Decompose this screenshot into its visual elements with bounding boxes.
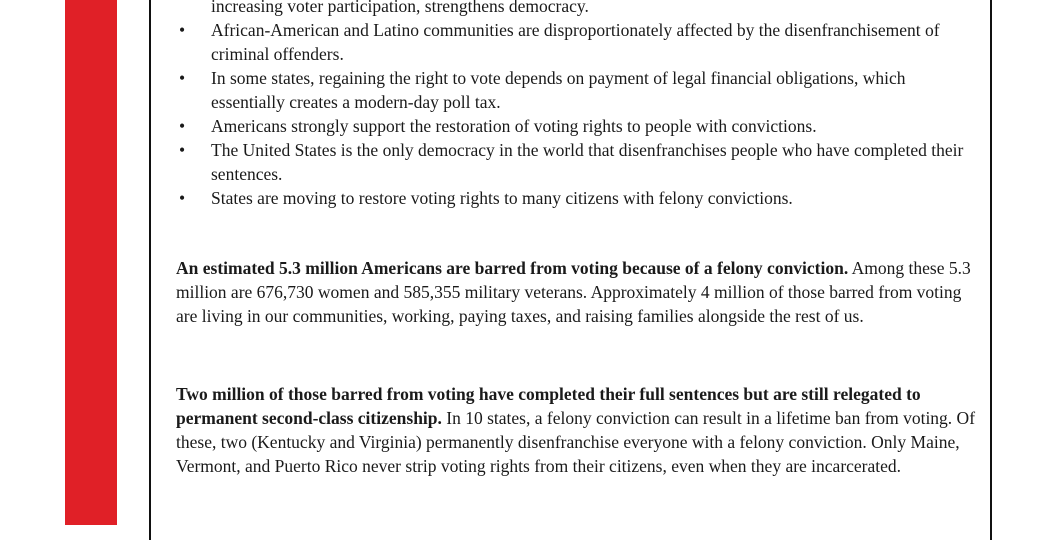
- list-item: • Americans strongly support the restoration of voting rights to people with convictions.: [176, 114, 976, 138]
- paragraph-body: Among these 5.3 million are 676,730 women and 585,355 military veterans. Approximately 4 million of those barred from voting are living in our communities, working, paying taxes, and raising families alongside the rest of us.: [176, 258, 971, 326]
- list-item: • African-American and Latino communities are disproportionately affected by the disenfranchisement of criminal offenders.: [176, 18, 976, 66]
- list-item: • States are moving to restore voting rights to many citizens with felony convictions.: [176, 186, 976, 210]
- paragraph-lead: An estimated 5.3 million Americans are barred from voting because of a felony conviction.: [176, 258, 849, 278]
- paragraph-disenfranchised-count: [176, 256, 976, 328]
- key-points-list: [176, 0, 976, 210]
- list-item: increasing voter participation, strengthens democracy.: [211, 0, 589, 16]
- paragraph-lead: Two million of those barred from voting have completed their full sentences but are still relegated to permanent second-class citizenship.: [176, 384, 921, 428]
- list-item: • In some states, regaining the right to vote depends on payment of legal financial obligations, which essentially creates a modern-day poll tax.: [176, 66, 976, 114]
- paragraph-body: In 10 states, a felony conviction can result in a lifetime ban from voting. Of these, two (Kentucky and Virginia) permanently disenfranchise everyone with a felony conviction. Only Maine, Vermont, and Puerto Rico never strip voting rights from their citizens, even when they are incarcerated.: [176, 408, 976, 476]
- list-item: • The United States is the only democracy in the world that disenfranchises people who have completed their sentences.: [176, 138, 976, 186]
- brand-sidebar: [65, 0, 176, 525]
- paragraph-completed-sentences: [176, 382, 976, 478]
- brand-logo-text: BRENNAN CENTER: [136, 31, 176, 481]
